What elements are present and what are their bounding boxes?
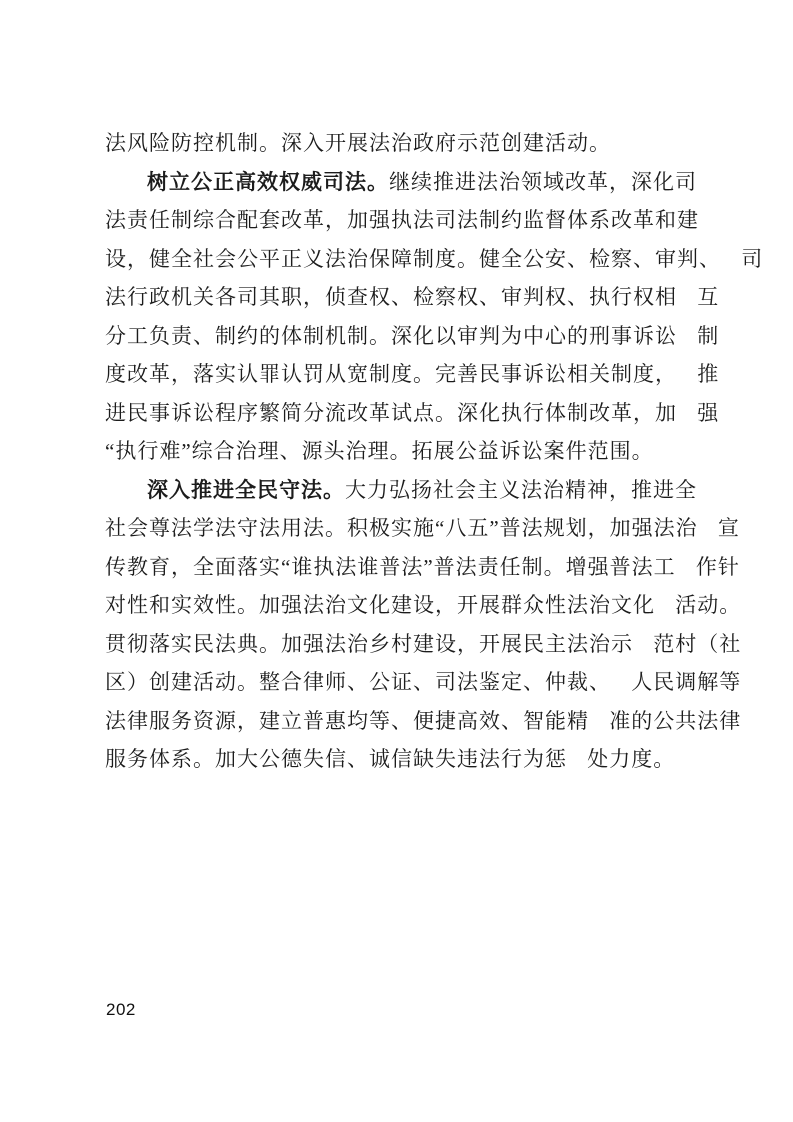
article-body [105,124,764,779]
text-line [105,471,705,510]
text-line: 度改革，落实认罪认罚从宽制度。完善民事诉讼相关制度， 推 [105,362,720,386]
text-line: 对性和实效性。加强法治文化建设，开展群众性法治文化 活动。 [105,593,742,617]
paragraph-lead: 深入推进全民守法。 [147,477,345,502]
text-line-rest: 继续推进法治领域改革，深化司 [389,169,697,194]
text-line: 贯彻落实民法典。加强法治乡村建设，开展民主法治示 范村（社 [105,631,742,656]
text-line: 法风险防控机制。深入开展法治政府示范创建活动。 [105,131,611,155]
text-line: 服务体系。加大公德失信、诚信缺失违法行为惩 处力度。 [105,747,676,771]
text-line: 分工负责、制约的体制机制。深化以审判为中心的刑事诉讼 制 [105,323,720,348]
text-line: 法行政机关各司其职，侦查权、检察权、审判权、执行权相 互 [105,285,720,309]
paragraph-judicial-justice [105,163,764,471]
text-line: 区）创建活动。整合律师、公证、司法鉴定、仲裁、 人民调解等 [105,670,742,694]
text-line: 传教育，全面落实“谁执法谁普法”普法责任制。增强普法工 作针 [105,554,740,579]
paragraph-continuation [105,124,705,163]
text-line [105,163,705,202]
text-line: 社会尊法学法守法用法。积极实施“八五”普法规划，加强法治 宣 [105,516,740,540]
page-number: 202 [106,1000,136,1019]
text-line-rest: 大力弘扬社会主义法治精神，推进全 [345,477,697,502]
text-line: 进民事诉讼程序繁简分流改革试点。深化执行体制改革，加 强 [105,400,720,425]
paragraph-law-abiding [105,471,742,779]
text-line: “执行难”综合治理、源头治理。拓展公益诉讼案件范围。 [105,439,654,463]
text-line: 法律服务资源，建立普惠均等、便捷高效、智能精 准的公共法律 [105,708,742,733]
text-line: 法责任制综合配套改革，加强执法司法制约监督体系改革和建 [105,208,699,232]
paragraph-lead: 树立公正高效权威司法。 [147,169,389,194]
text-line: 设，健全社会公平正义法治保障制度。健全公安、检察、审判、 司 [105,246,764,271]
